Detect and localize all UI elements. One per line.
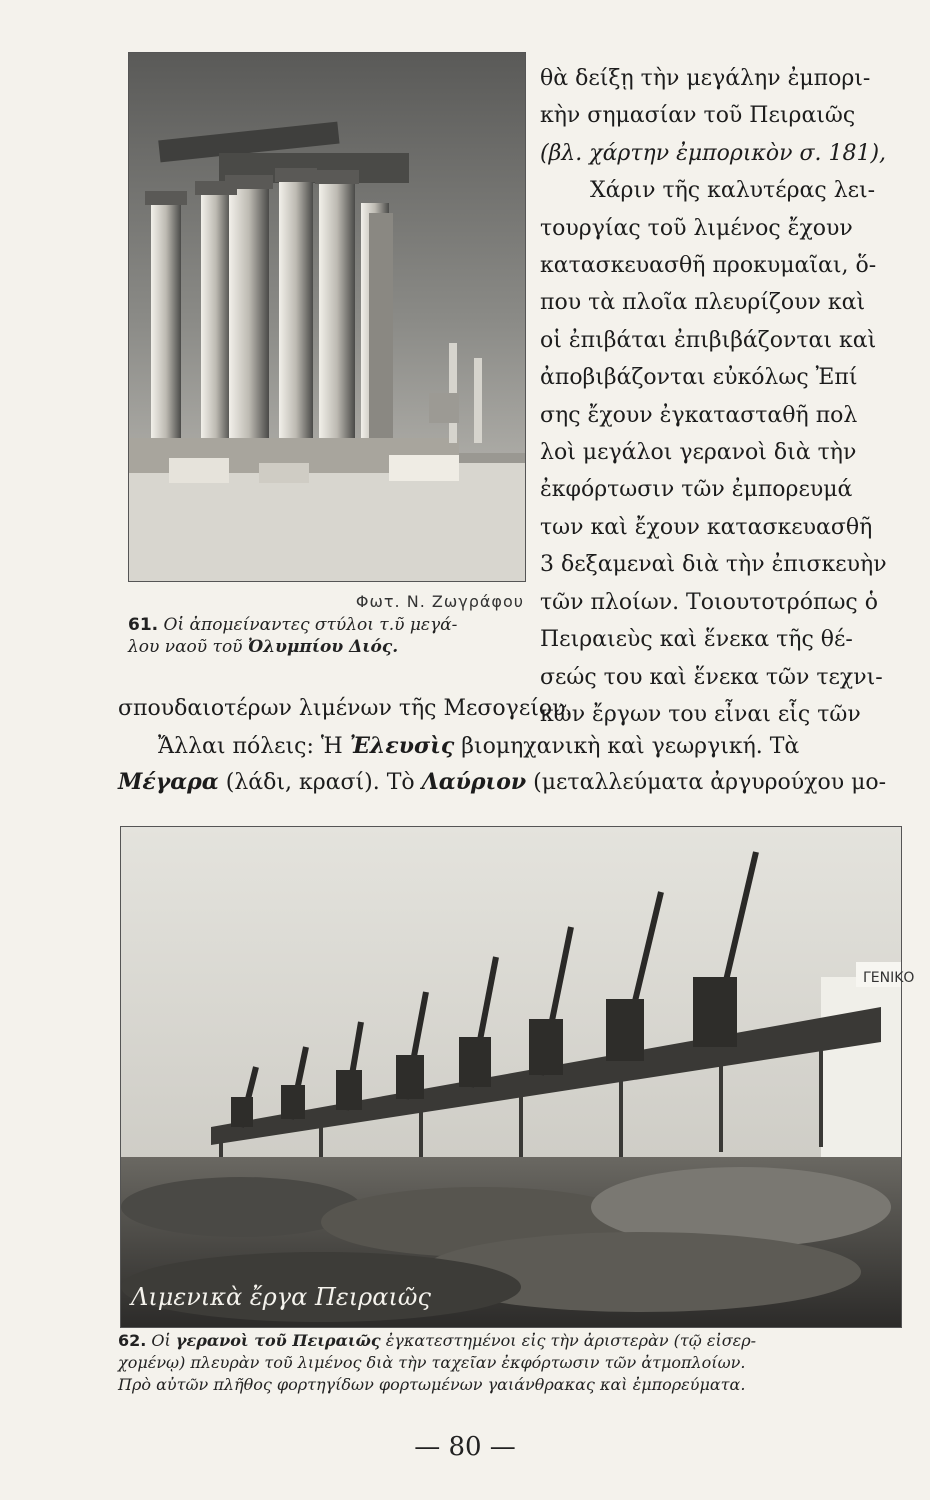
page-number: — 80 — [414,1432,516,1462]
text-line: Πειραιεὺς καὶ ἕνεκα τῆς θέ- [540,627,853,653]
text-line: ἐκφόρτωσιν τῶν ἐμπορευμά [540,477,853,503]
photo-credit: Φωτ. Ν. Ζωγράφου [355,592,524,611]
photo2-caption-bold: γερανοὶ τοῦ Πειραιῶς [175,1331,381,1350]
text-line: κὴν σημασίαν τοῦ Πειραιῶς [540,103,856,129]
text-line: Χάριν τῆς καλυτέρας λει- [590,178,876,204]
photo1-caption-text: Οἱ ἀπομείναντες στύλοι τ.ῦ μεγά- [163,615,458,635]
photo2-caption-line2: χομένῳ) πλευρὰν τοῦ λιμένος διὰ τὴν ταχεῖαν ἐκφόρτωσιν τῶν ἀτμοπλοίων. [118,1353,746,1372]
full-width-line-3 [118,764,903,801]
text-line: (βλ. χάρτην ἐμπορικὸν σ. 181), [540,140,887,166]
text-line: τουργίας τοῦ λιμένος ἔχουν [540,215,853,241]
text-line: κατασκευασθῆ προκυμαῖαι, ὅ- [540,253,877,279]
photo1-caption [128,614,524,658]
body-text-column [540,60,905,733]
text-line: των καὶ ἔχουν κατασκευασθῆ [540,514,873,540]
line3-text-b: (λάδι, κρασί). Τὸ [218,770,422,795]
photo2-caption-number: 62. [118,1331,147,1350]
text-line: σης ἔχουν ἐγκατασταθῆ πολ [540,402,858,428]
photo1-caption-bold: Ὀλυμπίου Διός. [247,637,399,657]
line3-text-d: (μεταλλεύματα ἀργυρούχου μο- [526,770,887,795]
full-width-line-2 [118,728,903,765]
building-sign: ΓΕΝΙΚΟ [863,970,915,986]
temple-columns-photo [128,52,526,582]
text-line: ἀποβιβάζονται εὐκόλως Ἐπί [540,365,858,391]
full-width-line-1: σπουδαιοτέρων λιμένων τῆς Μεσογείου. [118,696,573,721]
text-line: που τὰ πλοῖα πλευρίζουν καὶ [540,290,866,316]
photo1-caption-text2: λου ναοῦ τοῦ [128,637,248,657]
eleusis-name: Ἐλευσὶς [349,733,455,759]
text-line: οἱ ἐπιβάται ἐπιβιβάζονται καὶ [540,327,877,353]
line2-text-a: Ἄλλαι πόλεις: Ἡ [158,734,350,759]
text-line: λοὶ μεγάλοι γερανοὶ διὰ τὴν [540,440,857,466]
text-line: 3 δεξαμεναὶ διὰ τὴν ἐπισκευὴν [540,552,887,578]
photo2-caption [118,1330,903,1396]
photo2-caption-a: Οἱ [146,1331,176,1350]
temple-columns-image [129,53,525,581]
text-line: τῶν πλοίων. Τοιουτοτρόπως ὁ [540,589,878,615]
photo2-caption-line3: Πρὸ αὐτῶν πλῆθος φορτηγίδων φορτωμένων γαιάνθρακας καὶ ἐμπορεύματα. [118,1375,746,1394]
photo-inscription: Λιμενικὰ ἔργα Πειραιῶς [131,1283,431,1311]
megara-name: Μέγαρα [118,769,219,795]
text-line: κῶν ἔργων του εἶναι εἷς τῶν [540,701,861,727]
piraeus-cranes-photo [120,826,915,1328]
text-line: θὰ δείξῃ τὴν μεγάλην ἐμπορι- [540,66,871,91]
photo1-caption-number: 61. [128,615,159,635]
photo2-caption-b: ἐγκατεστημένοι εἰς τὴν ἀριστερὰν (τῷ εἰσερ- [380,1331,757,1350]
lavrion-name: Λαύριον [421,769,527,795]
piraeus-cranes-image [121,827,915,1327]
text-line: σεώς του καὶ ἕνεκα τῶν τεχνι- [540,664,883,690]
line2-text-c: βιομηχανικὴ καὶ γεωργική. Τὰ [454,734,800,759]
